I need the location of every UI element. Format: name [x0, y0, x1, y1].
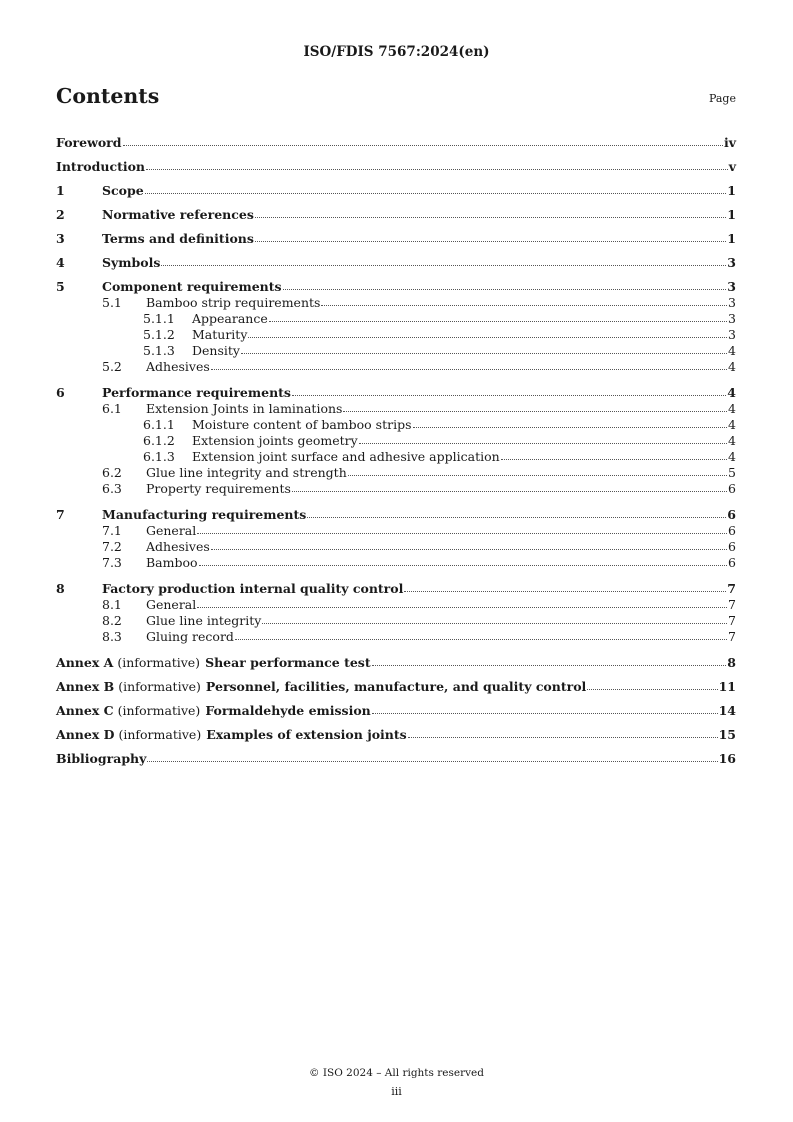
toc-entry-page: 3	[727, 255, 736, 270]
toc-entry-title: Adhesives	[146, 539, 210, 554]
toc-entry-title: Moisture content of bamboo strips	[192, 417, 412, 432]
dot-leader	[145, 193, 727, 194]
toc-entry[interactable]	[56, 570, 736, 596]
toc-entry[interactable]	[56, 246, 736, 270]
toc-entry-title: Performance requirements	[102, 385, 291, 400]
toc-entry-title: Property requirements	[146, 481, 291, 496]
dot-leader	[248, 337, 727, 338]
toc-entry-page: 4	[728, 359, 736, 374]
toc-entry-page: 1	[727, 207, 736, 222]
toc-entry-number: 6.3	[102, 481, 122, 496]
dot-leader	[197, 533, 727, 534]
toc-entry-number: 6.1.2	[143, 433, 175, 448]
toc-entry-title: Adhesives	[146, 359, 210, 374]
dot-leader	[359, 443, 727, 444]
dot-leader	[211, 549, 727, 550]
toc-entry-page: 6	[728, 481, 736, 496]
toc-entry-title: Bamboo	[146, 555, 198, 570]
toc-entry-title: Foreword	[56, 135, 122, 150]
page-column-label: Page	[708, 92, 736, 105]
contents-title: Contents	[56, 84, 160, 108]
toc-entry-page: 3	[728, 295, 736, 310]
toc-entry-title: Component requirements	[102, 279, 282, 294]
toc-entry-title: Examples of extension joints	[206, 727, 407, 742]
toc-entry-number: 8.1	[102, 597, 122, 612]
toc-entry-page: 1	[727, 231, 736, 246]
toc-entry-page: 3	[728, 311, 736, 326]
toc-entry-page: 7	[727, 581, 736, 596]
dot-leader	[501, 459, 727, 460]
toc-entry-page: 8	[727, 655, 736, 670]
toc-entry[interactable]	[56, 294, 736, 310]
dot-leader	[348, 475, 727, 476]
dot-leader	[321, 305, 727, 306]
toc-entry[interactable]	[56, 150, 736, 174]
dot-leader	[269, 321, 727, 322]
toc-entry-title: Personnel, facilities, manufacture, and quality control	[205, 679, 587, 694]
toc-entry-number: 5	[56, 279, 65, 294]
toc-entry[interactable]	[56, 310, 736, 326]
toc-entry-title: Formaldehyde emission	[205, 703, 371, 718]
toc-entry-number: 6.1	[102, 401, 122, 416]
dot-leader	[147, 761, 717, 762]
toc-entry-page: iv	[723, 135, 736, 150]
toc-entry-page: 6	[728, 523, 736, 538]
toc-entry-title: Normative references	[102, 207, 254, 222]
toc-entry-title: Gluing record	[146, 629, 234, 644]
toc-entry[interactable]	[56, 448, 736, 464]
toc-entry-title: Glue line integrity	[146, 613, 262, 628]
toc-entry[interactable]	[56, 432, 736, 448]
toc-entry-page: 6	[728, 555, 736, 570]
table-of-contents	[56, 126, 736, 766]
dot-leader	[146, 169, 728, 170]
toc-entry-title: General	[146, 523, 197, 538]
toc-entry-number: 2	[56, 207, 65, 222]
dot-leader	[343, 411, 727, 412]
dot-leader	[372, 665, 727, 666]
toc-entry-number: 7.2	[102, 539, 122, 554]
annex-type: (informative)	[118, 679, 201, 694]
toc-entry-page: 4	[727, 385, 736, 400]
dot-leader	[408, 737, 718, 738]
annex-type: (informative)	[117, 703, 201, 718]
toc-entry-number: 5.1	[102, 295, 122, 310]
toc-entry[interactable]	[56, 358, 736, 374]
dot-leader	[211, 369, 727, 370]
dot-leader	[307, 517, 726, 518]
toc-entry-page: 4	[728, 449, 736, 464]
dot-leader	[235, 639, 727, 640]
toc-entry-page: 6	[728, 539, 736, 554]
toc-entry-title: Extension Joints in laminations	[146, 401, 343, 416]
dot-leader	[241, 353, 727, 354]
toc-entry[interactable]	[56, 596, 736, 612]
dot-leader	[372, 713, 718, 714]
dot-leader	[413, 427, 728, 428]
toc-entry-page: 7	[728, 597, 736, 612]
toc-entry-page: 11	[718, 679, 736, 694]
dot-leader	[255, 217, 726, 218]
dot-leader	[199, 565, 728, 566]
toc-entry-number: 5.1.2	[143, 327, 175, 342]
dot-leader	[123, 145, 723, 146]
toc-entry-page: 7	[728, 613, 736, 628]
toc-entry[interactable]	[56, 222, 736, 246]
dot-leader	[255, 241, 726, 242]
toc-entry[interactable]	[56, 416, 736, 432]
toc-entry-title: Appearance	[192, 311, 268, 326]
toc-entry-number: 7.3	[102, 555, 122, 570]
dot-leader	[197, 607, 727, 608]
toc-entry-page: 14	[718, 703, 736, 718]
dot-leader	[292, 395, 726, 396]
toc-entry[interactable]	[56, 464, 736, 480]
dot-leader	[161, 265, 726, 266]
page-number: iii	[391, 1085, 402, 1098]
toc-entry[interactable]	[56, 538, 736, 554]
toc-entry[interactable]	[56, 496, 736, 522]
toc-entry[interactable]	[56, 480, 736, 496]
toc-entry-number: 6	[56, 385, 65, 400]
toc-entry-number: 6.1.3	[143, 449, 175, 464]
toc-entry-number: 5.2	[102, 359, 122, 374]
dot-leader	[587, 689, 717, 690]
toc-entry[interactable]	[56, 644, 736, 670]
toc-entry-number: 7.1	[102, 523, 122, 538]
annex-type: (informative)	[118, 727, 202, 742]
toc-entry-number: 1	[56, 183, 65, 198]
toc-entry-number: 5.1.1	[143, 311, 175, 326]
toc-entry[interactable]	[56, 126, 736, 150]
toc-entry-title: Bamboo strip requirements	[146, 295, 321, 310]
toc-entry-page: 1	[727, 183, 736, 198]
toc-entry-number: 6.2	[102, 465, 122, 480]
annex-label: Annex A	[56, 655, 114, 670]
toc-entry-title: Density	[192, 343, 240, 358]
toc-entry-page: 4	[728, 433, 736, 448]
toc-entry-page: 16	[718, 751, 736, 766]
toc-entry[interactable]	[56, 718, 736, 742]
toc-entry-title: Glue line integrity and strength	[146, 465, 347, 480]
toc-entry[interactable]	[56, 174, 736, 198]
toc-entry-page: 6	[727, 507, 736, 522]
toc-entry-page: 4	[728, 401, 736, 416]
toc-entry-title: Factory production internal quality control	[102, 581, 404, 596]
toc-entry-title: Scope	[102, 183, 144, 198]
toc-entry-number: 8.2	[102, 613, 122, 628]
copyright-notice: © ISO 2024 – All rights reserved	[309, 1067, 484, 1079]
toc-entry-title: Terms and definitions	[102, 231, 254, 246]
toc-entry-number: 6.1.1	[143, 417, 175, 432]
toc-entry-page: 3	[728, 327, 736, 342]
annex-label: Annex B	[56, 679, 115, 694]
toc-entry[interactable]	[56, 694, 736, 718]
toc-entry-title: Extension joints geometry	[192, 433, 358, 448]
toc-entry[interactable]	[56, 522, 736, 538]
toc-entry-page: 4	[728, 343, 736, 358]
toc-entry-number: 8.3	[102, 629, 122, 644]
annex-label: Annex D	[56, 727, 115, 742]
toc-entry-number: 3	[56, 231, 65, 246]
toc-entry-title: Extension joint surface and adhesive application	[192, 449, 500, 464]
toc-entry-title: Manufacturing requirements	[102, 507, 307, 522]
toc-entry-number: 4	[56, 255, 65, 270]
annex-type: (informative)	[117, 655, 201, 670]
document-id-header: ISO/FDIS 7567:2024(en)	[303, 44, 490, 60]
toc-entry-title: Bibliography	[56, 751, 147, 766]
toc-entry-page: 5	[728, 465, 736, 480]
toc-entry-number: 8	[56, 581, 65, 596]
toc-entry[interactable]	[56, 612, 736, 628]
toc-entry[interactable]	[56, 198, 736, 222]
toc-entry-number: 7	[56, 507, 65, 522]
toc-entry[interactable]	[56, 670, 736, 694]
toc-entry-title: Introduction	[56, 159, 146, 174]
toc-entry-page: 4	[728, 417, 736, 432]
annex-label: Annex C	[56, 703, 114, 718]
toc-entry[interactable]	[56, 326, 736, 342]
toc-entry-title: Symbols	[102, 255, 161, 270]
toc-entry[interactable]	[56, 342, 736, 358]
toc-entry[interactable]	[56, 270, 736, 294]
toc-entry-page: 7	[728, 629, 736, 644]
toc-entry[interactable]	[56, 628, 736, 644]
dot-leader	[262, 623, 727, 624]
toc-entry[interactable]	[56, 374, 736, 400]
toc-entry-page: 3	[727, 279, 736, 294]
toc-entry-page: v	[728, 159, 736, 174]
dot-leader	[404, 591, 726, 592]
toc-entry-title: Shear performance test	[205, 655, 371, 670]
toc-entry-number: 5.1.3	[143, 343, 175, 358]
dot-leader	[283, 289, 727, 290]
toc-entry-title: Maturity	[192, 327, 248, 342]
dot-leader	[292, 491, 727, 492]
toc-entry-title: General	[146, 597, 197, 612]
toc-entry-page: 15	[718, 727, 736, 742]
toc-entry[interactable]	[56, 554, 736, 570]
toc-entry[interactable]	[56, 400, 736, 416]
toc-entry[interactable]	[56, 742, 736, 766]
